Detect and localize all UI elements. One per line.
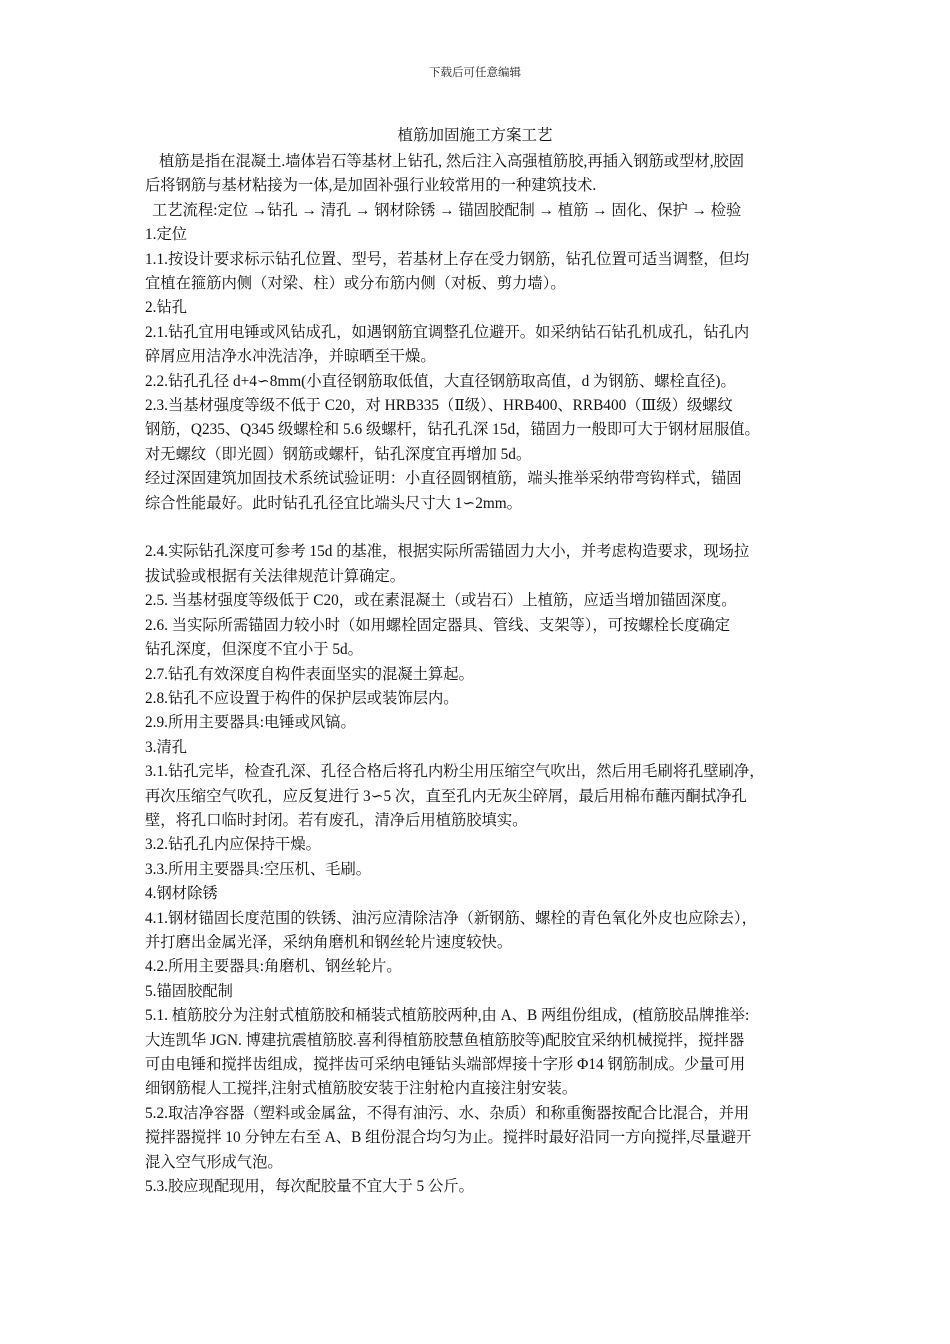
blank-line	[145, 516, 820, 540]
text-line: 2.2.钻孔孔径 d+4∽8mm(小直径钢筋取低值，大直径钢筋取高值，d 为钢筋、螺栓直径)。	[145, 372, 736, 390]
text-line: 2.3.当基材强度等级不低于 C20，对 HRB335（Ⅱ级）、HRB400、RRB400（Ⅲ级）级螺纹	[145, 397, 733, 415]
text-line: 4.钢材除锈	[145, 885, 218, 903]
text-line: 4.2.所用主要器具:角磨机、钢丝轮片。	[145, 958, 402, 976]
text-line: 2.6. 当实际所需锚固力较小时（如用螺栓固定器具、管线、支架等），可按螺栓长度确定	[145, 616, 731, 634]
text-line: 2.8.钻孔不应设置于构件的保护层或装饰层内。	[145, 689, 459, 707]
text-line: 并打磨出金属光泽，采纳角磨机和钢丝轮片速度较快。	[145, 933, 513, 951]
text-line: 大连凯华 JGN. 博建抗震植筋胶.喜利得植筋胶慧鱼植筋胶等)配胶宜采纳机械搅拌，搅拌器	[145, 1031, 745, 1049]
text-line: 5.2.取洁净容器（塑料或金属盆，不得有油污、水、杂质）和称重衡器按配合比混合，并用	[145, 1104, 750, 1122]
text-line: 5.1. 植筋胶分为注射式植筋胶和桶装式植筋胶两种,由 A、B 两组份组成，(植筋胶品牌推举:	[145, 1007, 750, 1025]
text-line: 2.9.所用主要器具:电锤或风镐。	[145, 714, 356, 732]
text-line: 细钢筋棍人工搅拌,注射式植筋胶安装于注射枪内直接注射安装。	[145, 1080, 578, 1098]
document-title: 植筋加固施工方案工艺	[397, 127, 553, 144]
text-line: 碎屑应用洁净水冲洗洁净，并晾晒至干燥。	[145, 348, 436, 366]
text-line: 壁，将孔口临时封闭。若有废孔，清净后用植筋胶填实。	[145, 811, 528, 829]
text-line: 对无螺纹（即光圆）钢筋或螺杆，钻孔深度宜再增加 5d。	[145, 445, 532, 463]
text-line: 3.1.钻孔完毕，检查孔深、孔径合格后将孔内粉尘用压缩空气吹出，然后用毛刷将孔壁刷净，	[145, 763, 765, 781]
text-line: 钢筋，Q235、Q345 级螺栓和 5.6 级螺杆，钻孔孔深 15d，锚固力一般即可大于钢材屈服值。	[145, 421, 760, 439]
page-header: 下载后可任意编辑	[429, 67, 521, 79]
text-line: 4.1.钢材锚固长度范围的铁锈、油污应清除洁净（新钢筋、螺栓的青色氧化外皮也应除去），	[145, 909, 757, 927]
text-line: 1.1.按设计要求标示钻孔位置、型号，若基材上存在受力钢筋，钻孔位置可适当调整，但均	[145, 250, 750, 268]
text-line: 1.定位	[145, 226, 188, 244]
text-line: 综合性能最好。此时钻孔孔径宜比端头尺寸大 1∽2mm。	[145, 494, 522, 512]
text-line: 5.锚固胶配制	[145, 982, 233, 1000]
text-line: 宜植在箍筋内侧（对梁、柱）或分布筋内侧（对板、剪力墙）。	[145, 275, 566, 293]
text-line: 工艺流程:定位 →钻孔 → 清孔 → 钢材除锈 → 锚固胶配制 → 植筋 → 固化、保护 → 检验	[152, 201, 742, 219]
text-line: 经过深固建筑加固技术系统试验证明：小直径圆钢植筋，端头推举采纳带弯钩样式，锚固	[145, 470, 742, 488]
text-line: 再次压缩空气吹孔，应反复进行 3∽5 次，直至孔内无灰尘碎屑，最后用棉布蘸丙酮拭净孔	[145, 787, 747, 805]
text-line: 3.清孔	[145, 738, 188, 756]
text-line: 2.1.钻孔宜用电锤或风钻成孔，如遇钢筋宜调整孔位避开。如采纳钻石钻孔机成孔，钻孔内	[145, 323, 750, 341]
text-line: 3.3.所用主要器具:空压机、毛刷。	[145, 860, 372, 878]
text-line: 钻孔深度，但深度不宜小于 5d。	[145, 641, 363, 659]
text-line: 搅拌器搅拌 10 分钟左右至 A、B 组份混合均匀为止。搅拌时最好沿同一方向搅拌,尽量避开	[145, 1129, 752, 1147]
text-line: 5.3.胶应现配现用，每次配胶量不宜大于 5 公斤。	[145, 1178, 474, 1196]
text-line: 混入空气形成气泡。	[145, 1153, 283, 1171]
text-line: 2.4.实际钻孔深度可参考 15d 的基准，根据实际所需锚固力大小，并考虑构造要求，现场拉	[145, 543, 750, 561]
text-line: 植筋是指在混凝土.墙体岩石等基材上钻孔, 然后注入高强植筋胶,再插入钢筋或型材,胶固	[159, 153, 745, 170]
text-line: 3.2.钻孔孔内应保持干燥。	[145, 836, 321, 854]
text-line: 拔试验或根据有关法律规范计算确定。	[145, 567, 406, 585]
text-line: 2.钻孔	[145, 299, 188, 317]
text-line: 2.7.钻孔有效深度自构件表面坚实的混凝土算起。	[145, 665, 474, 683]
text-line: 可由电锤和搅拌齿组成，搅拌齿可采纳电锤钻头端部焊接十字形 Φ14 钢筋制成。少量可用	[145, 1056, 746, 1074]
text-line: 2.5. 当基材强度等级低于 C20，或在素混凝土（或岩石）上植筋，应适当增加锚固深度。	[145, 592, 737, 610]
text-line: 后将钢筋与基材粘接为一体,是加固补强行业较常用的一种建筑技术.	[145, 177, 597, 195]
document-body	[145, 150, 820, 1199]
